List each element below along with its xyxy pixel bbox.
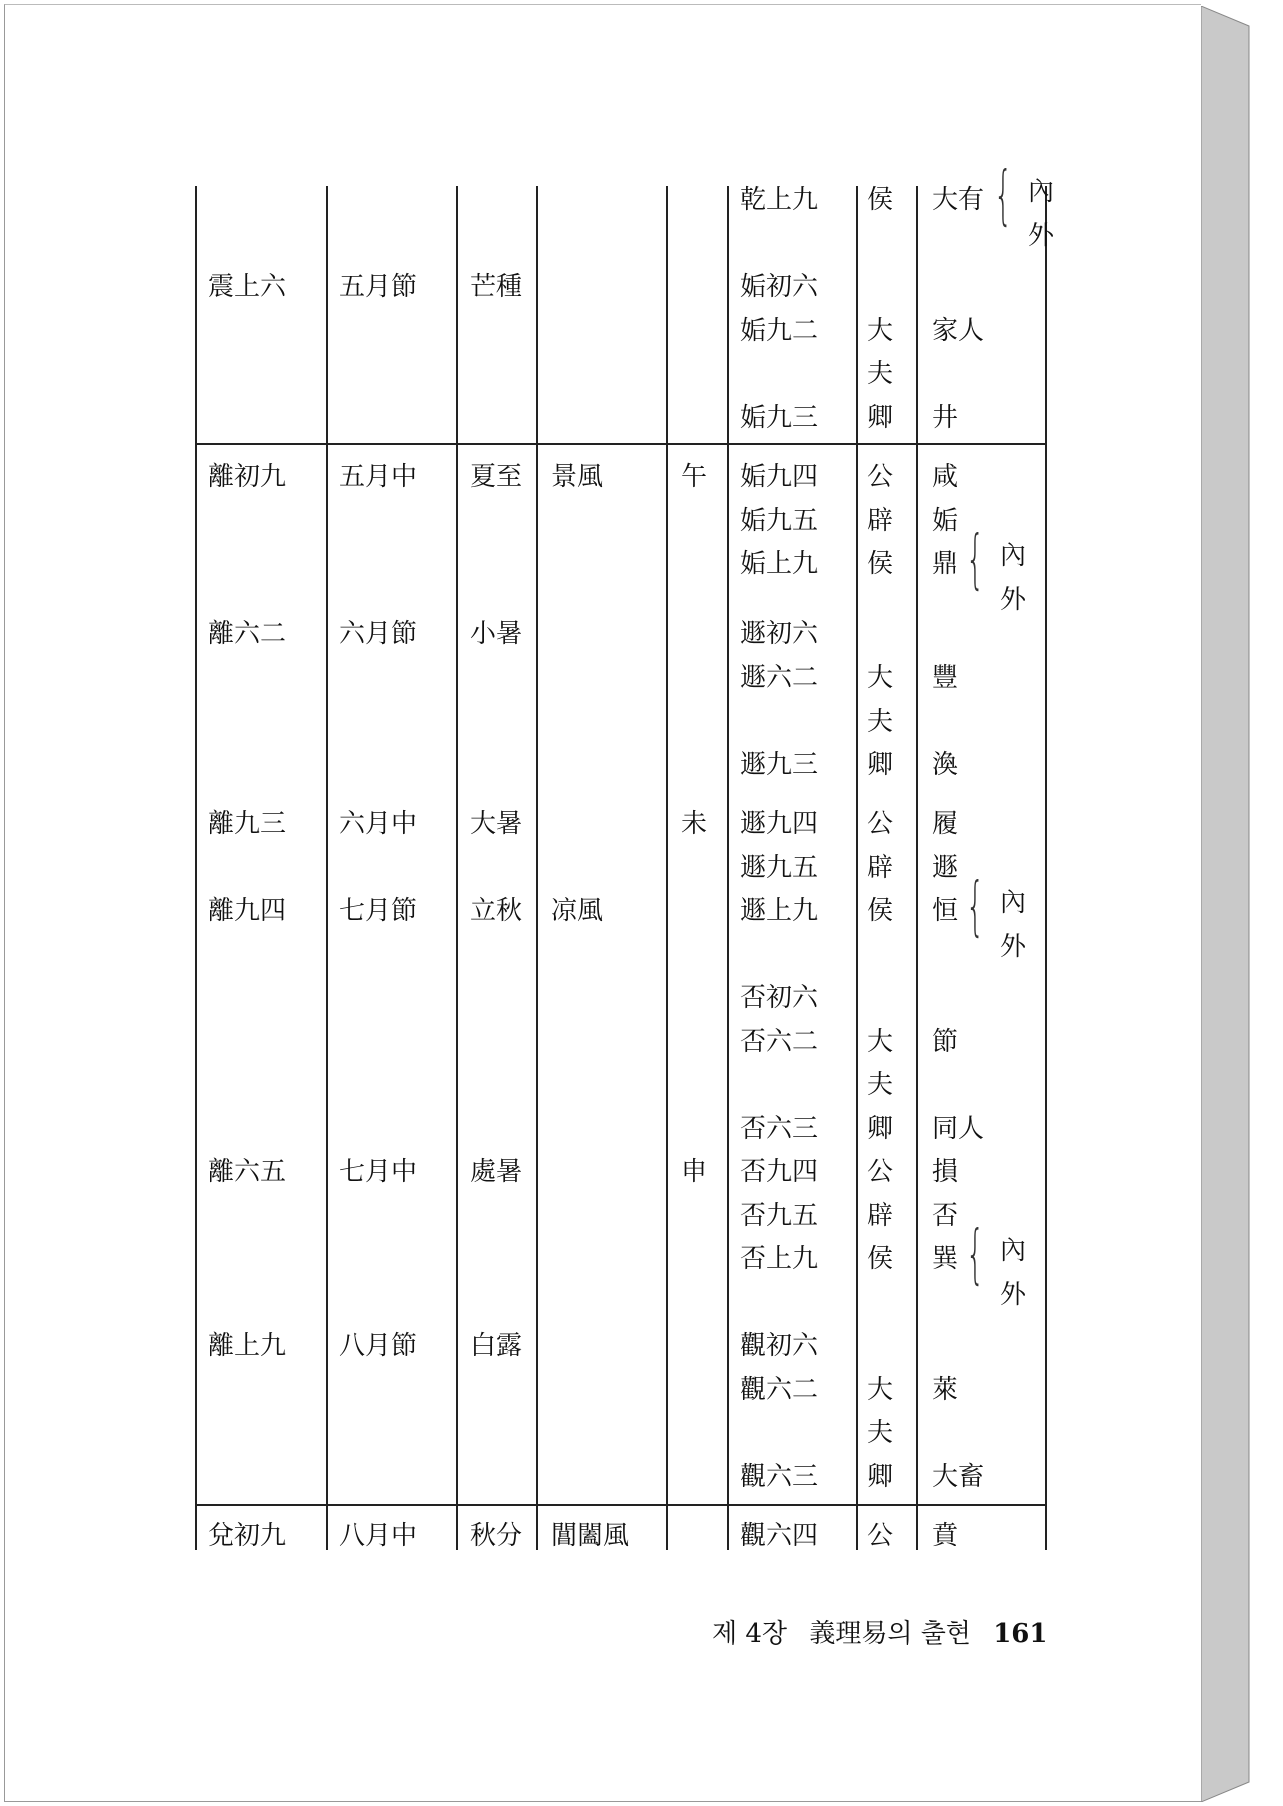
table-row <box>195 1411 1045 1455</box>
table-row <box>195 396 1045 440</box>
table-row <box>195 1368 1045 1412</box>
brace-outer-label: 外 <box>1028 221 1055 251</box>
table-row <box>195 700 1045 744</box>
table-cell: 豐 <box>932 663 959 693</box>
table-cell: 觀初六 <box>740 1331 819 1361</box>
table-cell: 八月節 <box>339 1331 418 1361</box>
table-cell: 夫 <box>867 1418 894 1448</box>
table-cell: 損 <box>932 1157 959 1187</box>
page-number: 161 <box>993 1619 1048 1649</box>
brace-inner-label: 內 <box>1000 541 1027 571</box>
table-border-right <box>1045 186 1047 1550</box>
table-row <box>195 455 1045 499</box>
table-cell: 離九四 <box>208 896 287 926</box>
table-cell: 離九三 <box>208 809 287 839</box>
table-row <box>195 499 1045 543</box>
table-cell: 七月中 <box>339 1157 418 1187</box>
table-cell: 姤九五 <box>740 506 819 536</box>
table-cell: 夫 <box>867 1070 894 1100</box>
brace-outer-label: 外 <box>1000 932 1027 962</box>
table-cell: 遯 <box>932 853 959 883</box>
brace-inner-label: 內 <box>1028 177 1055 207</box>
table-cell: 同人 <box>932 1114 985 1144</box>
table-cell: 公 <box>867 1521 894 1551</box>
brace-icon: { <box>966 1218 985 1292</box>
table-cell: 卿 <box>867 403 894 433</box>
page-footer <box>712 1613 1061 1650</box>
section-divider <box>195 443 1047 445</box>
table-cell: 姤九四 <box>740 462 819 492</box>
table-row <box>195 159 1055 251</box>
chapter-label: 제 4장 <box>712 1619 788 1649</box>
table-cell: 卿 <box>867 1114 894 1144</box>
table-cell: 姤初六 <box>740 272 819 302</box>
table-cell: 鼎 <box>932 549 959 579</box>
table-cell: 大 <box>867 316 894 346</box>
table-cell: 未 <box>681 809 708 839</box>
table-cell: 巽 <box>932 1244 959 1274</box>
table-cell: 公 <box>867 1157 894 1187</box>
table-cell: 離初九 <box>208 462 287 492</box>
table-cell: 卿 <box>867 750 894 780</box>
table-cell: 渙 <box>932 750 959 780</box>
brace-icon: { <box>966 870 985 944</box>
table-cell: 芒種 <box>470 272 523 302</box>
table-cell: 公 <box>867 462 894 492</box>
table-row <box>195 1194 1045 1238</box>
table-cell: 處暑 <box>470 1157 523 1187</box>
brace-icon: { <box>994 159 1013 233</box>
table-cell: 震上六 <box>208 272 287 302</box>
table-cell: 離上九 <box>208 1331 287 1361</box>
section-divider <box>195 1504 1047 1506</box>
table-cell: 大暑 <box>470 809 523 839</box>
table-cell: 辟 <box>867 506 894 536</box>
table-cell: 姤九二 <box>740 316 819 346</box>
table-cell: 節 <box>932 1027 959 1057</box>
brace-outer-label: 外 <box>1000 585 1027 615</box>
table-cell: 景風 <box>551 462 604 492</box>
table-cell: 離六二 <box>208 619 287 649</box>
table-cell: 遯上九 <box>740 896 819 926</box>
table-cell: 八月中 <box>339 1521 418 1551</box>
table-row <box>195 743 1045 787</box>
table-row <box>195 1218 1045 1310</box>
table-row <box>195 352 1045 396</box>
table-cell: 公 <box>867 809 894 839</box>
table-cell: 觀六二 <box>740 1375 819 1405</box>
table-cell: 遯九三 <box>740 750 819 780</box>
table-row <box>195 1514 1045 1558</box>
table-row <box>195 1063 1045 1107</box>
table-cell: 夫 <box>867 707 894 737</box>
table-cell: 咸 <box>932 462 959 492</box>
table-row <box>195 933 1045 977</box>
table-cell: 午 <box>681 462 708 492</box>
table-cell: 七月節 <box>339 896 418 926</box>
table-row <box>195 846 1045 890</box>
table-cell: 觀六四 <box>740 1521 819 1551</box>
table-cell: 大有 <box>932 185 985 215</box>
table-cell: 辟 <box>867 853 894 883</box>
brace-icon: { <box>966 523 985 597</box>
table-row <box>195 656 1045 700</box>
brace-inner-label: 內 <box>1000 1236 1027 1266</box>
table-row <box>195 612 1045 656</box>
table-cell: 卿 <box>867 1462 894 1492</box>
table-cell: 否初六 <box>740 983 819 1013</box>
table-cell: 兌初九 <box>208 1521 287 1551</box>
table-cell: 申 <box>681 1157 708 1187</box>
table-cell: 觀六三 <box>740 1462 819 1492</box>
table-cell: 乾上九 <box>740 185 819 215</box>
table-cell: 遯九五 <box>740 853 819 883</box>
table-cell: 姤 <box>932 506 959 536</box>
chapter-title: 義理易의 출현 <box>809 1619 971 1649</box>
table-cell: 五月中 <box>339 462 418 492</box>
table-cell: 否六三 <box>740 1114 819 1144</box>
brace-outer-label: 外 <box>1000 1280 1027 1310</box>
table-row <box>195 265 1045 309</box>
table-cell: 小暑 <box>470 619 523 649</box>
table-cell: 辟 <box>867 1201 894 1231</box>
table-cell: 大畜 <box>932 1462 985 1492</box>
table-cell: 否六二 <box>740 1027 819 1057</box>
table-row <box>195 802 1045 846</box>
brace-inner-label: 內 <box>1000 888 1027 918</box>
table-cell: 侯 <box>867 896 894 926</box>
table-row <box>195 1020 1045 1064</box>
table-cell: 遯九四 <box>740 809 819 839</box>
table-cell: 夏至 <box>470 462 523 492</box>
table-cell: 五月節 <box>339 272 418 302</box>
table-cell: 恒 <box>932 896 959 926</box>
table-cell: 夫 <box>867 359 894 389</box>
table-cell: 萊 <box>932 1375 959 1405</box>
table-row <box>195 1150 1045 1194</box>
table-cell: 凉風 <box>551 896 604 926</box>
table-cell: 大 <box>867 1375 894 1405</box>
table-cell: 姤九三 <box>740 403 819 433</box>
table-row <box>195 870 1045 962</box>
table-cell: 大 <box>867 1027 894 1057</box>
table-cell: 井 <box>932 403 959 433</box>
table-cell: 侯 <box>867 185 894 215</box>
table-row <box>195 523 1045 615</box>
table-row <box>195 1455 1045 1499</box>
table-row <box>195 976 1045 1020</box>
table-cell: 賁 <box>932 1521 959 1551</box>
table-cell: 遯六二 <box>740 663 819 693</box>
table-cell: 六月節 <box>339 619 418 649</box>
table-row <box>195 309 1045 353</box>
table-row <box>195 1324 1045 1368</box>
table-cell: 否 <box>932 1201 959 1231</box>
table-cell: 否九四 <box>740 1157 819 1187</box>
table-cell: 大 <box>867 663 894 693</box>
table-cell: 秋分 <box>470 1521 523 1551</box>
table-cell: 家人 <box>932 316 985 346</box>
table-cell: 閶闔風 <box>551 1521 630 1551</box>
table-cell: 侯 <box>867 1244 894 1274</box>
table-cell: 侯 <box>867 549 894 579</box>
table-cell: 姤上九 <box>740 549 819 579</box>
table-cell: 立秋 <box>470 896 523 926</box>
table-row <box>195 1107 1045 1151</box>
table-cell: 白露 <box>470 1331 523 1361</box>
table-cell: 遯初六 <box>740 619 819 649</box>
table-cell: 六月中 <box>339 809 418 839</box>
table-cell: 否上九 <box>740 1244 819 1274</box>
table-cell: 否九五 <box>740 1201 819 1231</box>
table-cell: 履 <box>932 809 959 839</box>
table-cell: 離六五 <box>208 1157 287 1187</box>
table-row <box>195 1281 1045 1325</box>
